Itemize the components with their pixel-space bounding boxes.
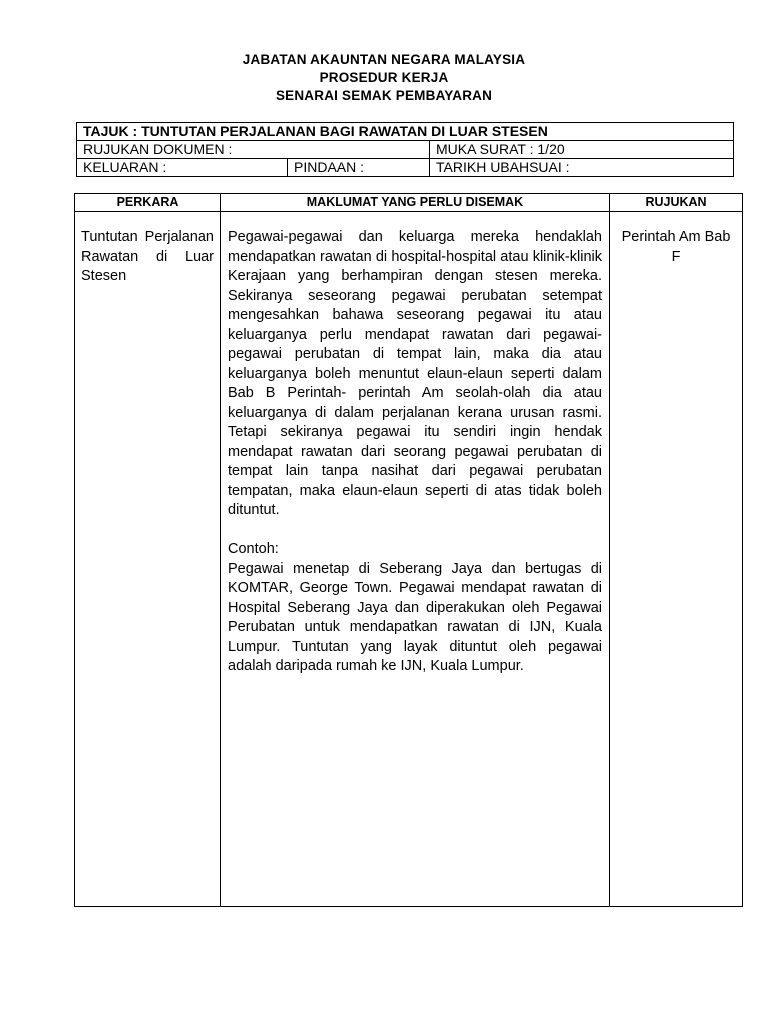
perkara-text: Tuntutan Perjalanan Rawatan di Luar Stesen bbox=[81, 229, 214, 284]
header-rujukan: RUJUKAN bbox=[610, 194, 743, 212]
checklist-table bbox=[74, 193, 743, 907]
procedure-title: PROSEDUR KERJA bbox=[319, 70, 449, 85]
document-header bbox=[0, 51, 768, 105]
muka-surat-cell: MUKA SURAT : 1/20 bbox=[430, 141, 734, 159]
info-row-tajuk bbox=[77, 123, 734, 141]
maklumat-cell bbox=[221, 212, 610, 907]
rujukan-cell bbox=[610, 212, 743, 907]
info-row-keluaran bbox=[77, 159, 734, 177]
table-row bbox=[75, 212, 743, 907]
keluaran-cell: KELUARAN : bbox=[77, 159, 288, 177]
table-header-row bbox=[75, 194, 743, 212]
maklumat-paragraph: Pegawai-pegawai dan keluarga mereka hendaklah mendapatkan rawatan di hospital-hospital atau klinik-klinik Kerajaan yang berhampiran dengan stesen mereka. Sekiranya seseorang pegawai perubatan setempat mengesahkan bahawa seseorang pegawai itu atau keluarganya perlu mendapat rawatan dari pegawai-pegawai perubatan di tempat lain, maka dia atau keluarganya boleh menuntut elaun-elaun seperti dalam Bab B Perintah- perintah Am seolah-olah dia atau keluarganya di dalam perjalanan kerana urusan rasmi. Tetapi sekiranya pegawai itu sendiri ingin hendak mendapat rawatan dari seorang pegawai perubatan di tempat lain tanpa nasihat dari pegawai perubatan tempatan, maka elaun-elaun seperti di atas tidak boleh dituntut. bbox=[228, 229, 602, 518]
contoh-label: Contoh: bbox=[228, 541, 279, 557]
department-title: JABATAN AKAUNTAN NEGARA MALAYSIA bbox=[242, 52, 526, 67]
header-perkara: PERKARA bbox=[75, 194, 221, 212]
pindaan-cell: PINDAAN : bbox=[288, 159, 430, 177]
rujukan-text: Perintah Am Bab F bbox=[621, 229, 731, 265]
tarikh-ubahsuai-cell: TARIKH UBAHSUAI : bbox=[430, 159, 734, 177]
perkara-cell bbox=[75, 212, 221, 907]
checklist-title: SENARAI SEMAK PEMBAYARAN bbox=[275, 88, 493, 103]
rujukan-dokumen-cell: RUJUKAN DOKUMEN : bbox=[77, 141, 430, 159]
info-row-rujukan bbox=[77, 141, 734, 159]
contoh-text: Pegawai menetap di Seberang Jaya dan bertugas di KOMTAR, George Town. Pegawai mendapat rawatan di Hospital Seberang Jaya dan diperakukan oleh Pegawai Perubatan untuk mendapatkan rawatan di IJN, Kuala Lumpur. Tuntutan yang layak dituntut oleh pegawai adalah daripada rumah ke IJN, Kuala Lumpur. bbox=[228, 560, 602, 674]
tajuk-cell: TAJUK : TUNTUTAN PERJALANAN BAGI RAWATAN DI LUAR STESEN bbox=[77, 123, 734, 141]
document-info-table bbox=[76, 122, 734, 177]
header-maklumat: MAKLUMAT YANG PERLU DISEMAK bbox=[221, 194, 610, 212]
